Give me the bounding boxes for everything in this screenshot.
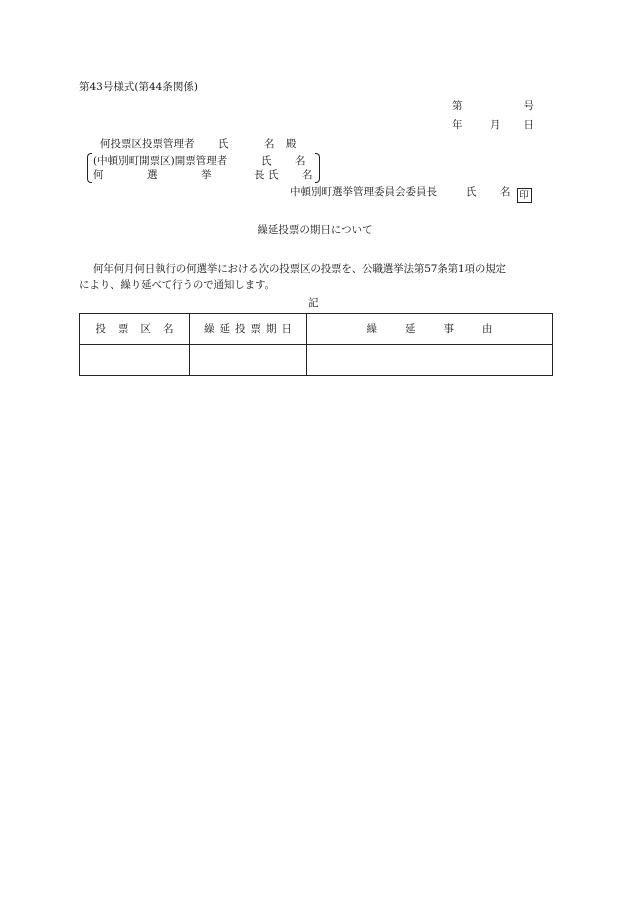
recipient-name-2b: 名 [295,155,306,167]
document-number [452,101,534,112]
recipient-name-3b: 名 [302,169,313,181]
recipient-role-3b: 選 [147,169,158,181]
recipient-name-3a: 氏 [268,169,279,181]
sender-line [290,187,532,203]
table-row [80,345,553,376]
number-suffix: 号 [523,100,534,112]
sender-name-1: 氏 [466,186,477,198]
recipient-name-2a: 氏 [261,155,272,167]
recipient-name-1a: 氏 [218,138,229,150]
sender-role: 中頓別町選挙管理委員会委員長 [290,186,437,198]
recipient-line-1 [100,139,297,150]
recipient-name-1b: 名 [264,138,275,150]
header-postponement-reason: 繰延事由 [307,314,553,345]
recipient-role-3d: 長 [254,169,265,181]
left-bracket [87,153,92,183]
body-line-1: 何年何月何日執行の何選挙における次の投票区の投票を、公職選挙法第57条第1項の規定 [93,263,506,275]
header-district-name: 投票区名 [80,314,190,345]
date-year: 年 [452,119,463,131]
recipient-line-3 [93,170,313,181]
number-prefix: 第 [452,100,463,112]
recipient-role-3a: 何 [93,169,104,181]
table-header-row [80,314,553,345]
ki-heading: 記 [308,297,319,309]
recipient-honorific: 殿 [286,138,297,150]
cell-district-name [80,345,190,376]
recipient-line-2 [93,156,306,167]
form-number: 第43号様式(第44条関係) [79,81,198,93]
document-subject: 繰延投票の期日について [257,224,373,236]
recipient-role-1: 何投票区投票管理者 [100,138,195,150]
recipient-role-3c: 挙 [201,169,212,181]
seal-icon: 印 [517,188,532,203]
cell-postponement-reason [307,345,553,376]
date-day: 日 [523,119,534,131]
recipient-role-2: (中頓別町開票区)開票管理者 [93,155,228,167]
body-line-2: により、繰り延べて行うので通知します。 [79,279,275,291]
sender-name-2: 名 [500,186,511,198]
cell-postponed-date [190,345,307,376]
date-month: 月 [490,119,501,131]
right-bracket [315,153,320,183]
header-postponed-date: 繰延投票期日 [190,314,307,345]
postponement-table [79,313,553,376]
